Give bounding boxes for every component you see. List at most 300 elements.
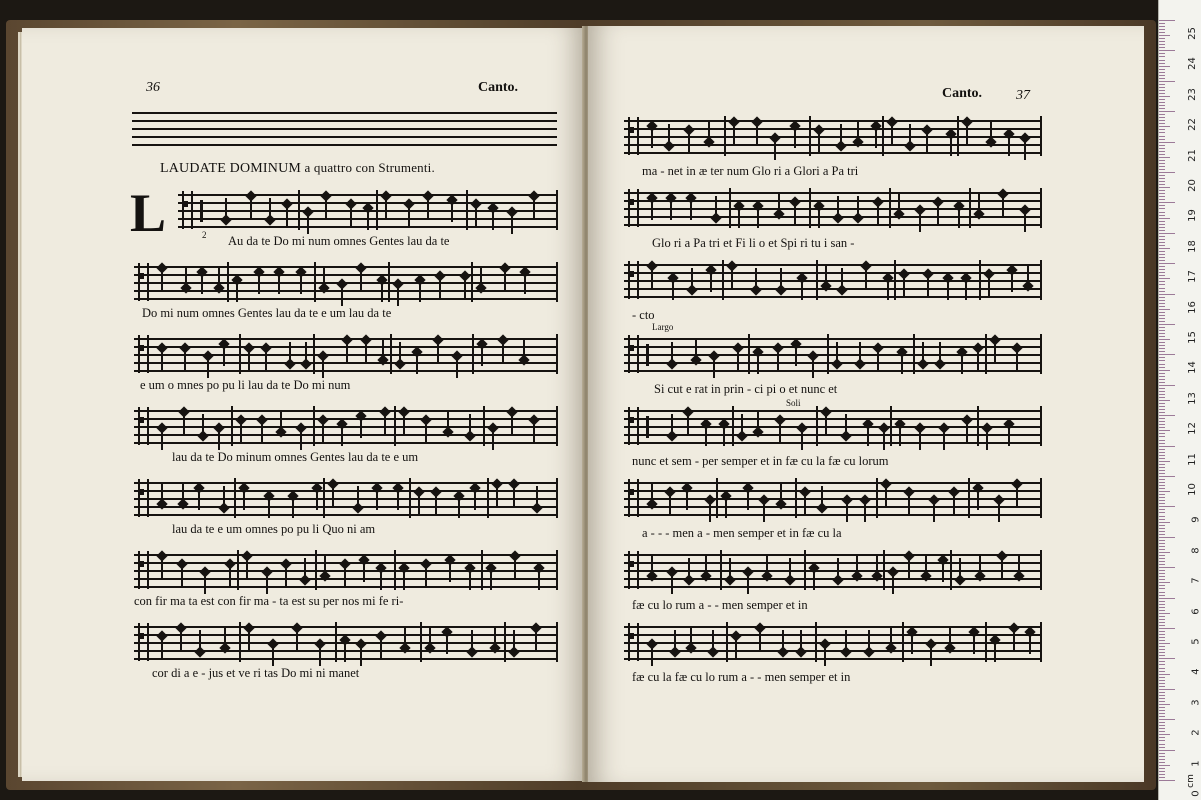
ruler-tick: [1159, 218, 1170, 219]
note-stem: [451, 202, 453, 222]
c-clef-icon: [628, 335, 639, 373]
note-stem: [399, 342, 401, 362]
note-stem: [403, 570, 405, 590]
bar-line: [816, 260, 818, 300]
ruler-tick: [1159, 66, 1170, 67]
ruler-tick: [1159, 303, 1165, 304]
lyric-line: fæ cu la fæ cu lo rum a - - men semper et in: [632, 670, 851, 684]
note-stem: [708, 120, 710, 140]
note-stem: [990, 120, 992, 140]
note-stem: [380, 638, 382, 658]
ruler-tick: [1159, 239, 1165, 240]
note-stem: [240, 422, 242, 442]
ruler-tick: [1159, 418, 1165, 419]
ruler-tick: [1159, 178, 1165, 179]
note-stem: [988, 276, 990, 296]
note-stem: [845, 630, 847, 650]
note-stem: [258, 274, 260, 294]
music-staff: [134, 478, 558, 518]
bar-line: [795, 478, 797, 518]
ruler-tick: [1159, 20, 1175, 21]
note-stem: [926, 132, 928, 152]
page-number-left: 36: [146, 80, 160, 95]
ruler-tick: [1159, 537, 1175, 538]
c-clef-icon: [138, 551, 149, 589]
note-stem: [709, 502, 711, 522]
ruler-tick: [1159, 96, 1170, 97]
bar-line: [388, 262, 390, 302]
note-stem: [381, 282, 383, 302]
staff-line: [134, 370, 558, 372]
ruler-tick: [1159, 288, 1165, 289]
staff-line: [624, 642, 1042, 644]
note-stem: [986, 430, 988, 450]
note-stem: [323, 266, 325, 286]
ruler-tick: [1159, 725, 1165, 726]
note-stem: [688, 558, 690, 578]
ruler-tick: [1159, 224, 1165, 225]
bar-line: [239, 622, 241, 662]
note-stem: [780, 482, 782, 502]
note-stem: [747, 574, 749, 594]
ruler-tick: [1159, 339, 1170, 340]
note-stem: [223, 346, 225, 366]
note-stem: [480, 266, 482, 286]
note-stem: [947, 280, 949, 300]
title-rest: a quattro con Strumenti.: [301, 160, 435, 175]
staff-line: [624, 120, 1042, 122]
ruler-tick: [1159, 753, 1165, 754]
ruler-tick: [1159, 622, 1165, 623]
ruler-tick: [1159, 111, 1175, 112]
ruler-tick: [1159, 592, 1165, 593]
note-stem: [492, 430, 494, 450]
bar-line: [748, 334, 750, 374]
c-clef-icon: [628, 407, 639, 445]
ruler-tick: [1159, 747, 1165, 748]
note-stem: [713, 358, 715, 378]
ruler-label: 12: [1187, 422, 1199, 436]
bar-line: [376, 190, 378, 230]
bar-line: [913, 334, 915, 374]
bar-line: [556, 550, 558, 590]
note-stem: [346, 342, 348, 362]
ruler-tick: [1159, 461, 1170, 462]
ruler-tick: [1159, 202, 1175, 203]
note-stem: [363, 562, 365, 582]
ruler-tick: [1159, 598, 1175, 599]
note-stem: [376, 490, 378, 510]
note-stem: [705, 554, 707, 574]
lyric-line: a - - - men a - men semper et in fæ cu la: [642, 526, 842, 540]
ruler-tick: [1159, 102, 1165, 103]
ruler-label: 25: [1187, 27, 1199, 40]
note-stem: [316, 490, 318, 510]
note-stem: [292, 498, 294, 518]
c-clef-icon: [628, 551, 639, 589]
ruler-tick: [1159, 473, 1165, 474]
ruler-tick: [1159, 446, 1175, 447]
ruler-tick: [1159, 613, 1170, 614]
left-page: [22, 28, 584, 781]
music-staff: [178, 190, 558, 230]
bar-line: [816, 406, 818, 446]
note-stem: [774, 140, 776, 160]
note-stem: [937, 204, 939, 224]
note-stem: [1018, 554, 1020, 574]
ruler-tick: [1159, 87, 1165, 88]
staff-line: [624, 626, 1042, 628]
note-stem: [911, 634, 913, 654]
ruler-label: 5: [1190, 638, 1201, 645]
ruler-tick: [1159, 63, 1165, 64]
note-stem: [755, 268, 757, 288]
note-stem: [942, 562, 944, 582]
ruler-tick: [1159, 573, 1165, 574]
bar-line: [556, 622, 558, 662]
lyric-line: nunc et sem - per semper et in fæ cu la fæ cu lorum: [632, 454, 889, 468]
ruler-tick: [1159, 604, 1165, 605]
bar-line: [809, 116, 811, 156]
ruler-tick: [1159, 540, 1165, 541]
lyric-line: - cto: [632, 308, 655, 322]
note-stem: [821, 486, 823, 506]
note-stem: [782, 630, 784, 650]
ruler-label: 24: [1187, 57, 1199, 71]
staff-line: [624, 434, 1042, 436]
ruler-tick: [1159, 555, 1165, 556]
ruler-tick: [1159, 686, 1165, 687]
note-stem: [840, 124, 842, 144]
ruler-tick: [1159, 327, 1165, 328]
c-clef-icon: [138, 407, 149, 445]
note-stem: [474, 490, 476, 510]
lyric-line: lau da te e um omnes po pu li Quo ni am: [172, 522, 376, 536]
note-stem: [204, 574, 206, 594]
ruler-tick: [1159, 251, 1165, 252]
note-stem: [1008, 426, 1010, 446]
ruler-tick: [1159, 433, 1165, 434]
bar-line: [985, 622, 987, 662]
ruler-tick: [1159, 157, 1170, 158]
note-stem: [927, 276, 929, 296]
staff-line: [134, 266, 558, 268]
ruler-label: 7: [1190, 577, 1201, 584]
bar-line: [1040, 550, 1042, 590]
note-stem: [892, 574, 894, 594]
note-stem: [731, 268, 733, 288]
note-stem: [341, 286, 343, 306]
note-stem: [651, 128, 653, 148]
bar-line: [394, 550, 396, 590]
ruler-tick: [1159, 321, 1165, 322]
ruler-tick: [1159, 196, 1165, 197]
bar-line: [556, 478, 558, 518]
ruler-tick: [1159, 154, 1165, 155]
ruler-tick: [1159, 740, 1165, 741]
ruler-tick: [1159, 671, 1165, 672]
ruler-tick: [1159, 254, 1165, 255]
ruler-tick: [1159, 531, 1165, 532]
ruler-tick: [1159, 509, 1165, 510]
staff-line: [624, 442, 1042, 444]
ruler-tick: [1159, 476, 1175, 477]
page-number-right: 37: [1016, 88, 1030, 103]
ruler-tick: [1159, 582, 1170, 583]
bar-line: [313, 334, 315, 374]
note-stem: [511, 214, 513, 234]
note-stem: [738, 208, 740, 228]
ruler-tick: [1159, 491, 1170, 492]
ruler-tick: [1159, 208, 1165, 209]
ruler-tick: [1159, 436, 1165, 437]
bar-line: [231, 406, 233, 446]
bar-line: [890, 406, 892, 446]
ruler-label: 1: [1190, 759, 1201, 767]
note-stem: [651, 200, 653, 220]
note-stem: [494, 626, 496, 646]
ruler-label: 9: [1190, 516, 1201, 524]
note-stem: [837, 558, 839, 578]
bar-line: [323, 478, 325, 518]
title-main: LAUDATE DOMINUM: [160, 161, 302, 176]
note-stem: [836, 342, 838, 362]
ruler-tick: [1159, 546, 1165, 547]
note-stem: [344, 642, 346, 662]
bar-line: [314, 262, 316, 302]
small-mark: 2: [202, 230, 207, 240]
note-stem: [202, 414, 204, 434]
note-stem: [885, 486, 887, 506]
note-stem: [1013, 630, 1015, 650]
note-stem: [741, 414, 743, 434]
note-stem: [357, 486, 359, 506]
ruler-label: 13: [1187, 391, 1199, 405]
note-stem: [813, 570, 815, 590]
note-stem: [344, 566, 346, 586]
staff-line: [134, 362, 558, 364]
note-stem: [198, 490, 200, 510]
music-staff: [624, 406, 1042, 446]
ruler-tick: [1159, 132, 1165, 133]
ruler-tick: [1159, 522, 1170, 523]
ruler-tick: [1159, 269, 1165, 270]
note-stem: [845, 414, 847, 434]
ruler-tick: [1159, 716, 1165, 717]
ruler-label: 15: [1187, 331, 1199, 344]
music-staff: [624, 334, 1042, 374]
note-stem: [268, 498, 270, 518]
ruler-tick: [1159, 625, 1165, 626]
staff-line: [134, 442, 558, 444]
ruler-tick: [1159, 351, 1165, 352]
ruler-label: 20: [1187, 179, 1199, 192]
ruler-tick: [1159, 148, 1165, 149]
ruler-tick: [1159, 482, 1165, 483]
ruler-tick: [1159, 777, 1165, 778]
note-stem: [824, 646, 826, 666]
note-stem: [243, 490, 245, 510]
ruler-tick: [1159, 768, 1165, 769]
ruler-tick: [1159, 181, 1165, 182]
note-stem: [674, 630, 676, 650]
note-stem: [883, 430, 885, 450]
ruler-tick: [1159, 300, 1165, 301]
note-stem: [538, 570, 540, 590]
ruler-tick: [1159, 552, 1170, 553]
staff-line: [624, 144, 1042, 146]
ruler-tick: [1159, 701, 1165, 702]
ruler-tick: [1159, 722, 1165, 723]
ruler-tick: [1159, 479, 1165, 480]
note-stem: [943, 430, 945, 450]
right-page: [588, 26, 1144, 782]
ruler-label: 18: [1187, 239, 1199, 253]
ruler-tick: [1159, 193, 1165, 194]
ruler-tick: [1159, 731, 1165, 732]
tempo-marking: Largo: [652, 322, 674, 332]
ruler-tick: [1159, 388, 1165, 389]
ruler-tick: [1159, 452, 1165, 453]
ruler-tick: [1159, 136, 1165, 137]
bar-line: [729, 188, 731, 228]
bar-line: [889, 188, 891, 228]
soli-marking: Soli: [786, 398, 801, 408]
bar-line: [950, 550, 952, 590]
ruler-tick: [1159, 655, 1165, 656]
ruler-tick: [1159, 394, 1165, 395]
ruler-tick: [1159, 470, 1165, 471]
note-stem: [1029, 634, 1031, 654]
bar-line: [724, 116, 726, 156]
note-stem: [207, 358, 209, 378]
ruler-tick: [1159, 187, 1170, 188]
note-stem: [715, 196, 717, 216]
ruler-tick: [1159, 567, 1175, 568]
note-stem: [429, 626, 431, 646]
bar-line: [804, 550, 806, 590]
note-stem: [763, 502, 765, 522]
note-stem: [382, 338, 384, 358]
note-stem: [324, 554, 326, 574]
note-stem: [949, 626, 951, 646]
ruler-tick: [1159, 169, 1165, 170]
bar-line: [556, 334, 558, 374]
ruler-tick: [1159, 576, 1165, 577]
ruler-tick: [1159, 503, 1165, 504]
ruler-tick: [1159, 558, 1165, 559]
note-stem: [492, 210, 494, 230]
note-stem: [513, 486, 515, 506]
note-stem: [966, 124, 968, 144]
note-stem: [218, 430, 220, 450]
note-stem: [322, 422, 324, 442]
note-stem: [687, 414, 689, 434]
note-stem: [418, 494, 420, 514]
ruler-tick: [1159, 421, 1165, 422]
note-stem: [891, 124, 893, 144]
note-stem: [447, 410, 449, 430]
note-stem: [490, 570, 492, 590]
ruler-tick: [1159, 668, 1165, 669]
ruler-tick: [1159, 750, 1175, 751]
ruler-tick: [1159, 175, 1165, 176]
bar-line: [1040, 478, 1042, 518]
note-stem: [397, 490, 399, 510]
ruler-tick: [1159, 78, 1165, 79]
note-stem: [733, 124, 735, 144]
note-stem: [471, 630, 473, 650]
ruler-tick: [1159, 199, 1165, 200]
note-stem: [712, 630, 714, 650]
note-stem: [958, 208, 960, 228]
note-stem: [223, 486, 225, 506]
bar-line: [487, 478, 489, 518]
note-stem: [229, 566, 231, 586]
note-stem: [651, 646, 653, 666]
ruler-tick: [1159, 272, 1165, 273]
note-stem: [1027, 264, 1029, 284]
bar-line: [483, 406, 485, 446]
staff-line: [178, 194, 558, 196]
ruler-tick: [1159, 367, 1165, 368]
ruler-tick: [1159, 348, 1165, 349]
ruler-tick: [1159, 734, 1170, 735]
note-stem: [994, 342, 996, 362]
note-stem: [296, 630, 298, 650]
note-stem: [535, 630, 537, 650]
ruler-tick: [1159, 294, 1175, 295]
note-stem: [825, 264, 827, 284]
bar-line: [409, 478, 411, 518]
ruler-label: 14: [1187, 361, 1199, 375]
ruler-tick: [1159, 637, 1165, 638]
note-stem: [365, 342, 367, 362]
bar-line: [1040, 406, 1042, 446]
ruler-tick: [1159, 774, 1165, 775]
ruler-tick: [1159, 315, 1165, 316]
ruler-tick: [1159, 652, 1165, 653]
staff-line: [624, 586, 1042, 588]
ruler-tick: [1159, 658, 1175, 659]
note-stem: [496, 486, 498, 506]
note-stem: [901, 354, 903, 374]
ruler-tick: [1159, 291, 1165, 292]
bar-line: [815, 622, 817, 662]
ruler-tick: [1159, 543, 1165, 544]
ruler-tick: [1159, 333, 1165, 334]
staff-line: [624, 658, 1042, 660]
ruler-tick: [1159, 707, 1165, 708]
ruler-tick: [1159, 75, 1165, 76]
ruler-tick: [1159, 506, 1175, 507]
ruler-tick: [1159, 759, 1165, 760]
note-stem: [800, 630, 802, 650]
note-stem: [437, 342, 439, 362]
music-staff: [134, 622, 558, 662]
note-stem: [1024, 140, 1026, 160]
note-stem: [671, 414, 673, 434]
note-stem: [524, 274, 526, 294]
staff-line: [624, 224, 1042, 226]
note-stem: [1016, 350, 1018, 370]
note-stem: [360, 270, 362, 290]
ruler-tick: [1159, 184, 1165, 185]
note-stem: [469, 570, 471, 590]
note-stem: [651, 482, 653, 502]
note-stem: [184, 350, 186, 370]
note-stem: [305, 342, 307, 362]
